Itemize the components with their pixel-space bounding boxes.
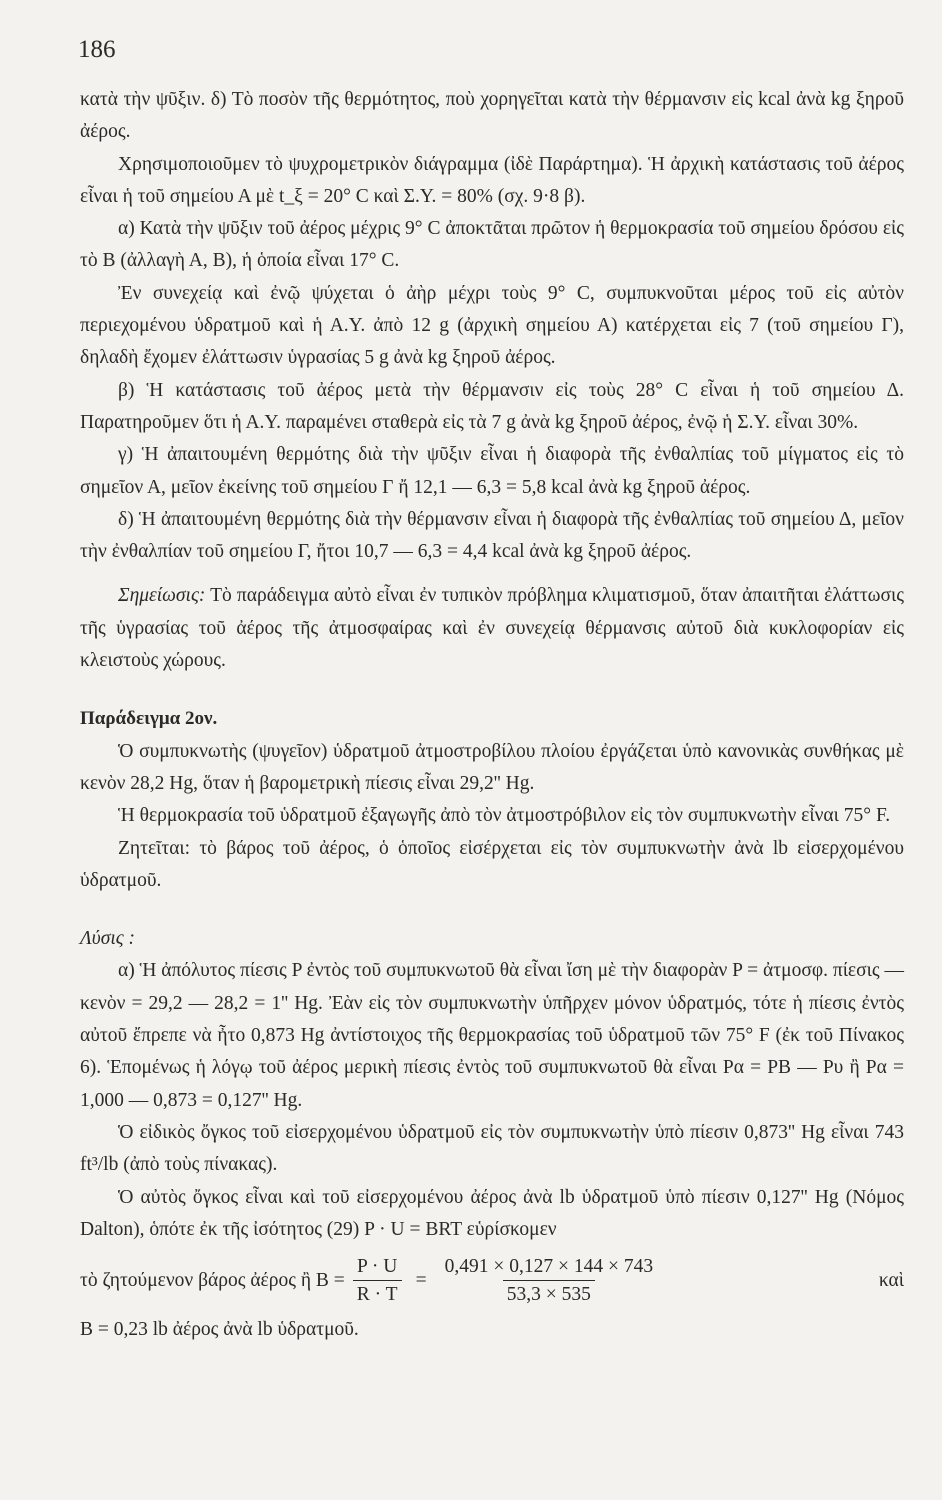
formula-lead: τὸ ζητούμενον βάρος ἀέρος ἢ B = (80, 1269, 345, 1291)
formula-line (80, 1248, 904, 1314)
page-number: 186 (78, 36, 116, 63)
fraction-pu-rt (353, 1254, 402, 1309)
equals-sign: = (415, 1269, 427, 1291)
paragraph: β) Ἡ κατάστασις τοῦ ἀέρος μετὰ τὴν θέρμανσιν εἰς τοὺς 28° C εἶναι ἡ τοῦ σημείου Δ. Παρατηροῦμεν ὅτι ἡ Α.Υ. παραμένει σταθερὰ εἰς τὰ 7 g ἀνὰ kg ξηροῦ ἀέρος, ἐνῷ ἡ Σ.Υ. εἶναι 30%. (80, 379, 904, 433)
note-paragraph (80, 580, 904, 677)
paragraph: Ἡ θερμοκρασία τοῦ ὑδρατμοῦ ἐξαγωγῆς ἀπὸ τὸν ἀτμοστρόβιλον εἰς τὸν συμπυκνωτὴν εἶναι 75° F. (118, 805, 891, 827)
note-label: Σημείωσις: (118, 585, 206, 607)
paragraph: Χρησιμοποιοῦμεν τὸ ψυχρομετρικὸν διάγραμμα (ἰδὲ Παράρτημα). Ἡ ἀρχικὴ κατάστασις τοῦ ἀέρος εἶναι ἡ τοῦ σημείου Α μὲ t_ξ = 20° C καὶ Σ.Υ. = 80% (σχ. 9·8 β). (80, 153, 904, 207)
paragraph: δ) Ἡ ἀπαιτουμένη θερμότης διὰ τὴν θέρμανσιν εἶναι ἡ διαφορὰ τῆς ἐνθαλπίας τοῦ σημείου Δ, μεῖον τὴν ἐνθαλπίαν τοῦ σημείου Γ, ἤτοι 10,7 — 6,3 = 4,4 kcal ἀνὰ kg ξηροῦ ἀέρος. (80, 508, 904, 563)
fraction-denominator: 53,3 × 535 (503, 1280, 595, 1309)
solution-heading: Λύσις : (80, 928, 136, 950)
formula-tail: καὶ (878, 1269, 904, 1291)
fraction-numerator: 0,491 × 0,127 × 144 × 743 (444, 1255, 654, 1277)
paragraph: κατὰ τὴν ψῦξιν. δ) Τὸ ποσὸν τῆς θερμότητος, ποὺ χορηγεῖται κατὰ τὴν θέρμανσιν εἰς kcal ἀνὰ kg ξηροῦ ἀέρος. (80, 89, 904, 143)
paragraph: α) Κατὰ τὴν ψῦξιν τοῦ ἀέρος μέχρις 9° C ἀποκτᾶται πρῶτον ἡ θερμοκρασία τοῦ σημείου δρόσου εἰς τὸ Β (ἀλλαγὴ Α, Β), ἡ ὁποία εἶναι 17° C. (80, 218, 904, 272)
paragraph: Ζητεῖται: τὸ βάρος τοῦ ἀέρος, ὁ ὁποῖος εἰσέρχεται εἰς τὸν συμπυκνωτὴν ἀνὰ lb εἰσερχομένου ὑδρατμοῦ. (80, 837, 904, 891)
paragraph: Ὁ εἰδικὸς ὄγκος τοῦ εἰσερχομένου ὑδρατμοῦ εἰς τὸν συμπυκνωτὴν ὑπὸ πίεσιν 0,873'' Hg εἶναι 743 ft³/lb (ἀπὸ τοὺς πίνακας). (80, 1121, 904, 1176)
paragraph: Ὁ συμπυκνωτὴς (ψυγεῖον) ὑδρατμοῦ ἀτμοστροβίλου πλοίου ἐργάζεται ὑπὸ κανονικὰς συνθήκας μὲ κενὸν 28,2 Hg, ὅταν ἡ βαρομετρικὴ πίεσις εἶναι 29,2'' Hg. (80, 740, 904, 794)
fraction-denominator: R · T (353, 1280, 402, 1309)
paragraph: α) Ἡ ἀπόλυτος πίεσις P ἐντὸς τοῦ συμπυκνωτοῦ θὰ εἶναι ἴση μὲ τὴν διαφορὰν P = ἀτμοσφ. πίεσις — κενὸν = 29,2 — 28,2 = 1'' Hg. Ἐὰν εἰς τὸν συμπυκνωτὴν ὑπῆρχεν μόνον ὑδρατμός, τότε ἡ πίεσις ἐντὸς αὐτοῦ ἔπρεπε νὰ ἦτο 0,873 Hg ἀντίστοιχος τῆς θερμοκρασίας τοῦ ὑδρατμοῦ τῶν 75° F (ἐκ τοῦ Πίνακος 6). Ἑπομένως ἡ λόγῳ τοῦ ἀέρος μερικὴ πίεσις ἐντὸς τοῦ συμπυκνωτοῦ θὰ εἶναι Pα = PB — Pυ ἢ Pα = 1,000 — 0,873 = 0,127'' Hg. (80, 960, 904, 1111)
result-line: B = 0,23 lb ἀέρος ἀνὰ lb ὑδρατμοῦ. (80, 1319, 359, 1341)
example-heading: Παράδειγμα 2ον. (80, 708, 218, 730)
note-text: Τὸ παράδειγμα αὐτὸ εἶναι ἐν τυπικὸν πρόβλημα κλιματισμοῦ, ὅταν ἀπαιτῆται ἐλάττωσις τῆς ὑγρασίας τοῦ ἀέρος τῆς ἀτμοσφαίρας καὶ ἐν συνεχείᾳ θέρμανσις αὐτοῦ διὰ κυκλοφορίαν εἰς κλειστοὺς χώρους. (80, 585, 904, 672)
paragraph: γ) Ἡ ἀπαιτουμένη θερμότης διὰ τὴν ψῦξιν εἶναι ἡ διαφορὰ τῆς ἐνθαλπίας τοῦ μίγματος εἰς τὸ σημεῖον Α, μεῖον ἐκείνης τοῦ σημείου Γ ἤ 12,1 — 6,3 = 5,8 kcal ἀνὰ kg ξηροῦ ἀέρος. (80, 444, 904, 498)
fraction-numerator: P · U (356, 1255, 398, 1277)
page-body (80, 84, 904, 1346)
paragraph: Ἐν συνεχείᾳ καὶ ἐνῷ ψύχεται ὁ ἀὴρ μέχρι τοὺς 9° C, συμπυκνοῦται μέρος τοῦ εἰς αὐτὸν περιεχομένου ὑδρατμοῦ καὶ ἡ Α.Υ. ἀπὸ 12 g (ἀρχικὴ σημείου Α) κατέρχεται εἰς 7 (τοῦ σημείου Γ), δηλαδὴ ἔχομεν ἐλάττωσιν ὑγρασίας 5 g ἀνὰ kg ξηροῦ ἀέρος. (80, 282, 904, 369)
fraction-numeric (441, 1254, 658, 1309)
paragraph: Ὁ αὐτὸς ὄγκος εἶναι καὶ τοῦ εἰσερχομένου ἀέρος ἀνὰ lb ὑδρατμοῦ ὑπὸ πίεσιν 0,127'' Hg (Νόμος Dalton), ὁπότε ἐκ τῆς ἰσότητος (29) P · U = BRT εὑρίσκομεν (80, 1186, 904, 1240)
